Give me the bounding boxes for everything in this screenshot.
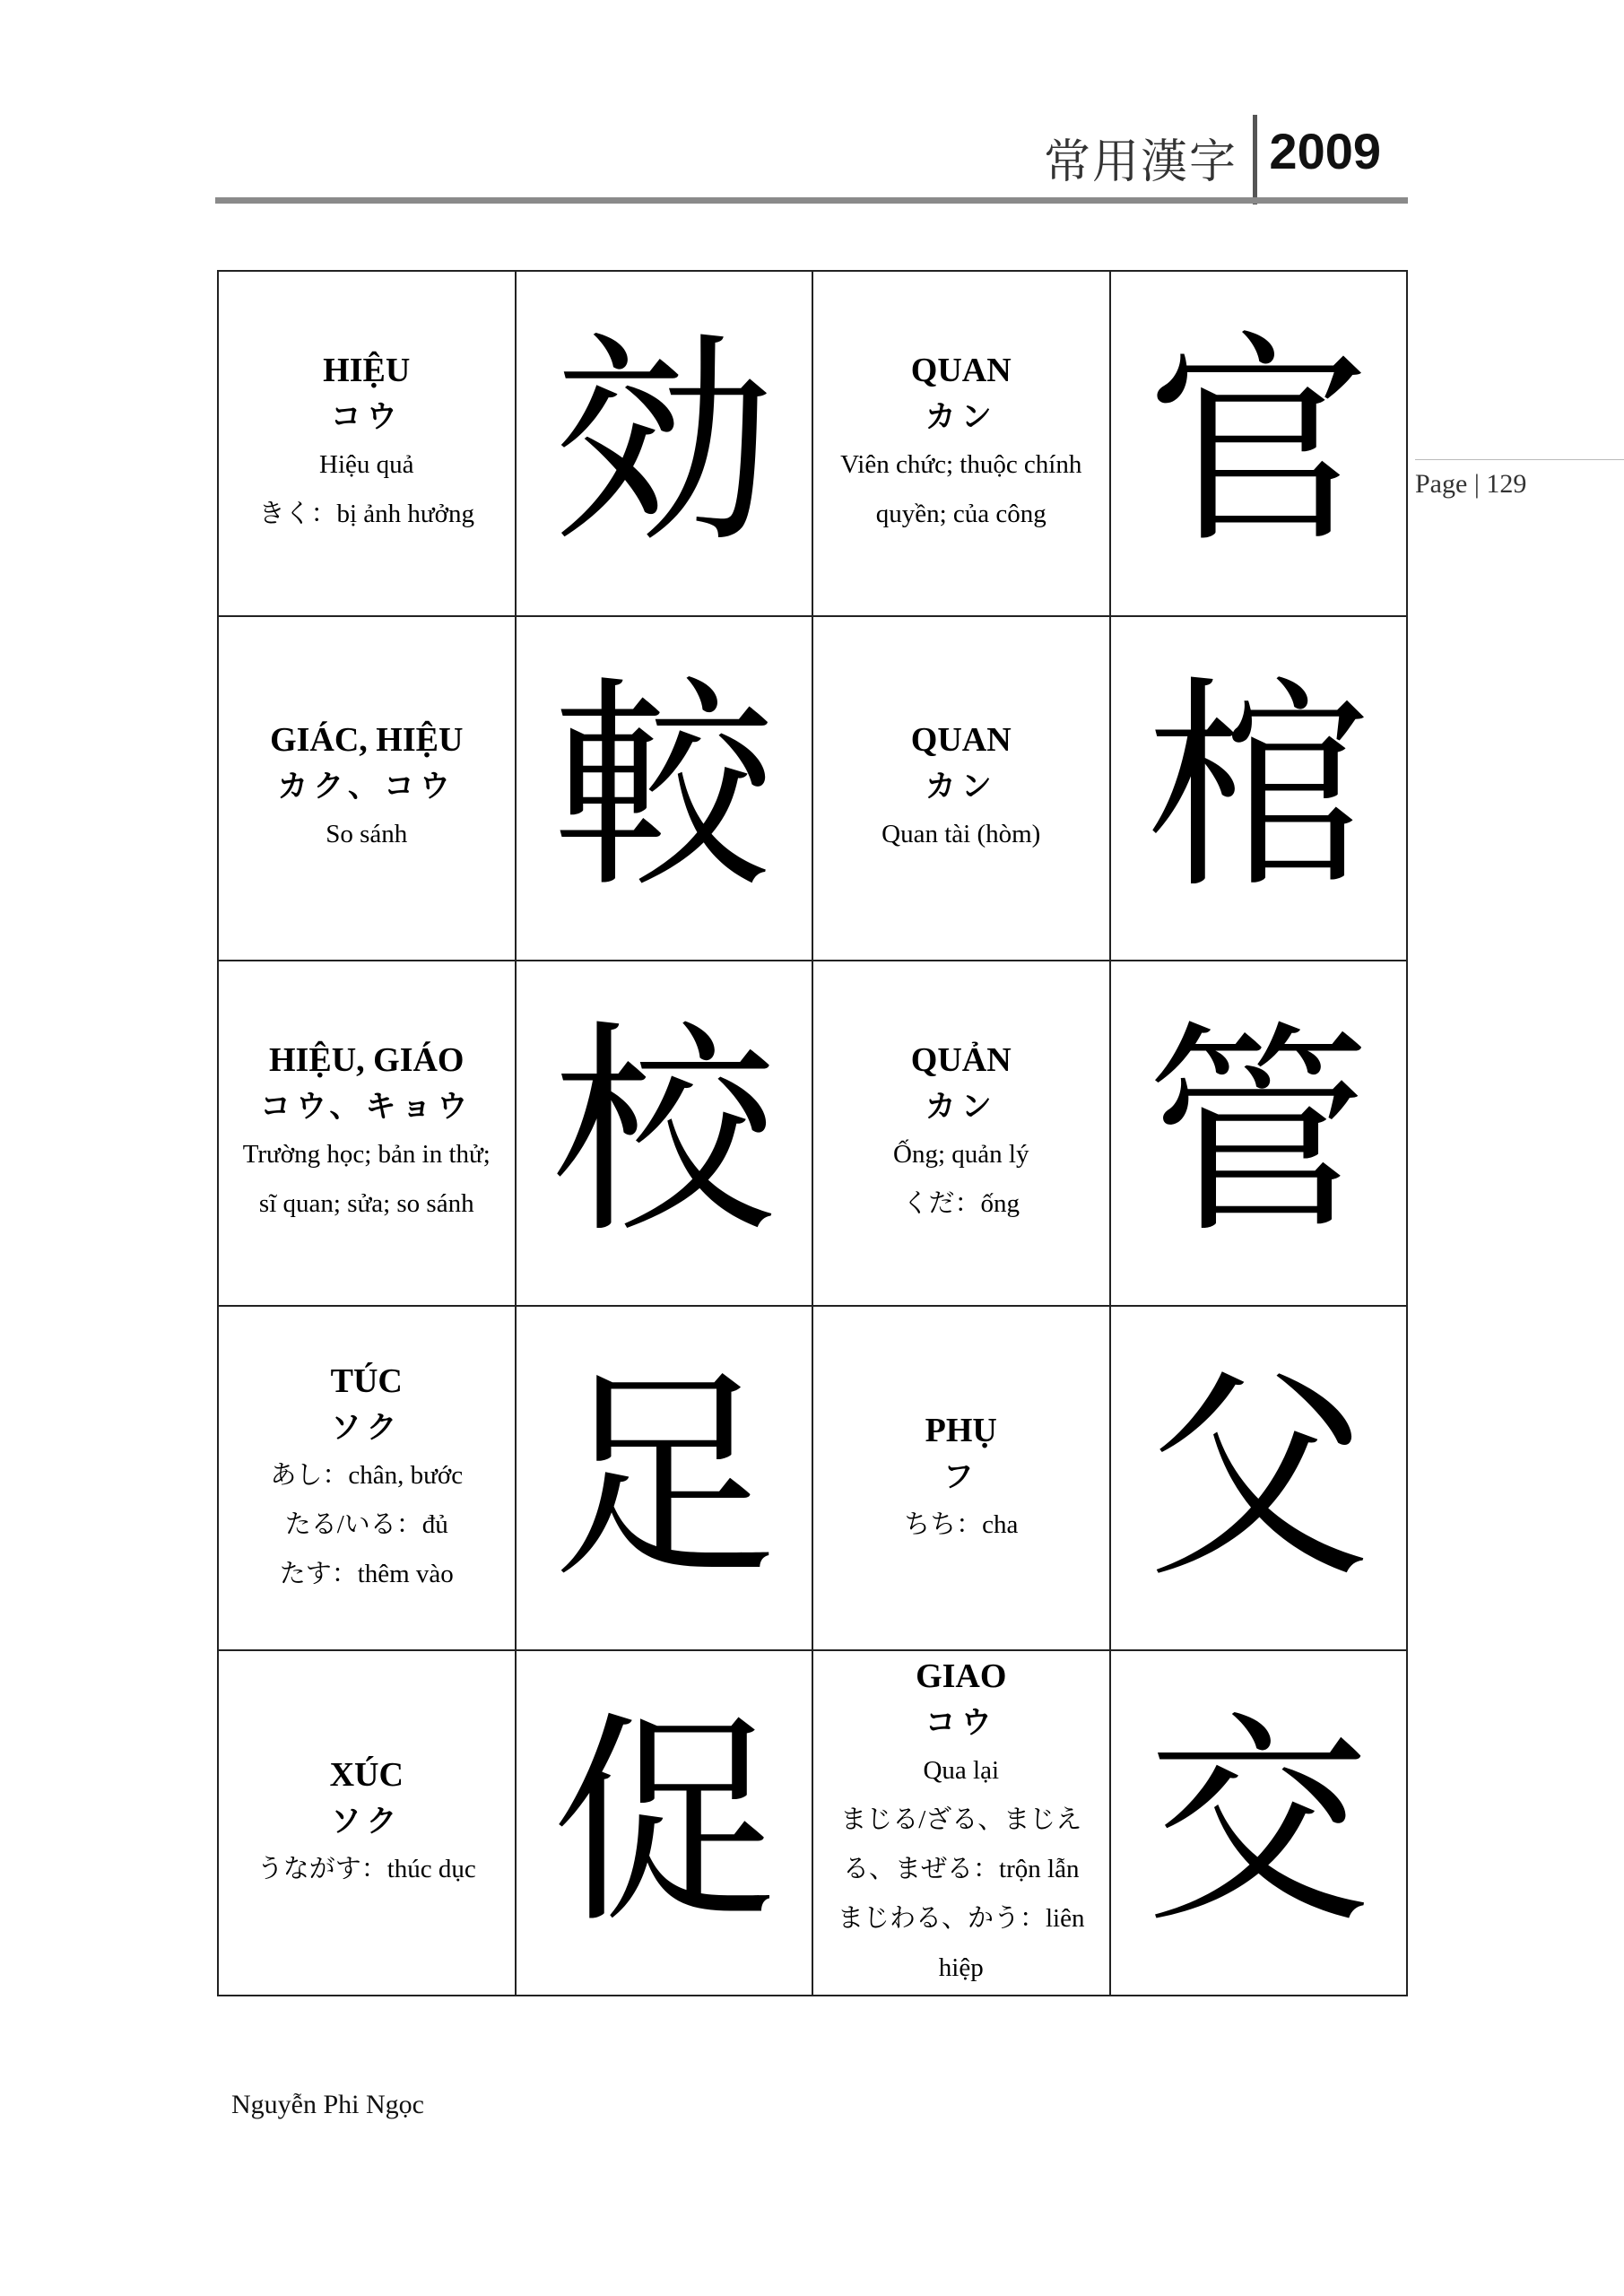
meaning-line: Quan tài (hòm) bbox=[881, 820, 1041, 849]
sino-vietnamese-reading: TÚC bbox=[330, 1361, 403, 1400]
kanji-character: 父 bbox=[1146, 1347, 1371, 1609]
kanji-cell bbox=[1111, 617, 1409, 962]
on-reading: カク、コウ bbox=[277, 769, 456, 805]
sino-vietnamese-reading: QUAN bbox=[910, 352, 1012, 390]
meaning-line: きく：bị ảnh hưởng bbox=[258, 500, 474, 529]
on-reading: ソク bbox=[330, 1409, 403, 1446]
meaning-line: たす：thêm vào bbox=[279, 1559, 454, 1588]
kanji-info-cell bbox=[219, 272, 517, 617]
meaning-line: たる/いる：đủ bbox=[284, 1509, 448, 1539]
kanji-cell bbox=[517, 617, 814, 962]
kanji-character: 交 bbox=[1146, 1692, 1371, 1953]
kanji-info-cell bbox=[219, 961, 517, 1307]
meaning-line: あし：chân, bước bbox=[270, 1460, 464, 1490]
on-reading: コウ bbox=[330, 399, 403, 436]
on-reading: カン bbox=[925, 399, 997, 436]
on-reading: ソク bbox=[330, 1804, 403, 1840]
kanji-cell bbox=[1111, 1307, 1409, 1652]
meaning-line: Viên chức; thuộc chính quyền; của công bbox=[840, 450, 1082, 529]
kanji-cell bbox=[1111, 961, 1409, 1307]
meaning-line: Ống; quản lý bbox=[893, 1140, 1029, 1170]
kanji-cell bbox=[517, 961, 814, 1307]
meaning-line: Hiệu quả bbox=[319, 450, 414, 480]
kanji-cell bbox=[517, 272, 814, 617]
sino-vietnamese-reading: HIỆU, GIÁO bbox=[269, 1041, 465, 1080]
kanji-info-cell bbox=[219, 1307, 517, 1652]
meaning-line: まじる/ざる、まじえる、まぜる：trộn lẫn bbox=[840, 1805, 1082, 1884]
page-header bbox=[215, 108, 1408, 204]
kanji-character: 足 bbox=[551, 1347, 777, 1609]
meaning-line: Qua lại bbox=[923, 1756, 1000, 1786]
kanji-cell bbox=[517, 1651, 814, 1996]
header-title: 常用漢字 bbox=[1043, 135, 1238, 189]
kanji-character: 促 bbox=[551, 1692, 777, 1953]
kanji-character: 管 bbox=[1146, 1002, 1371, 1264]
sino-vietnamese-reading: GIÁC, HIỆU bbox=[270, 721, 464, 760]
kanji-info-cell bbox=[813, 617, 1111, 962]
sino-vietnamese-reading: HIỆU bbox=[323, 352, 411, 390]
kanji-info-cell bbox=[813, 272, 1111, 617]
on-reading: フ bbox=[942, 1458, 979, 1495]
on-reading: カン bbox=[925, 769, 997, 805]
meaning-line: まじわる、かう：liên hiệp bbox=[838, 1904, 1085, 1983]
kanji-info-cell bbox=[813, 1651, 1111, 1996]
meaning-line: Trường học; bản in thử; sĩ quan; sửa; so sánh bbox=[242, 1140, 491, 1219]
kanji-card-table bbox=[217, 270, 1408, 1996]
kanji-cell bbox=[1111, 1651, 1409, 1996]
kanji-info-cell bbox=[813, 961, 1111, 1307]
sino-vietnamese-reading: PHỤ bbox=[925, 1411, 997, 1449]
meaning-line: ちち：cha bbox=[904, 1509, 1019, 1539]
kanji-info-cell bbox=[813, 1307, 1111, 1652]
sino-vietnamese-reading: QUẢN bbox=[910, 1041, 1012, 1080]
sino-vietnamese-reading: GIAO bbox=[916, 1657, 1007, 1696]
header-divider bbox=[1253, 115, 1257, 204]
footer-author: Nguyễn Phi Ngọc bbox=[231, 2090, 424, 2119]
kanji-character: 棺 bbox=[1146, 657, 1371, 918]
kanji-character: 校 bbox=[551, 1002, 777, 1264]
header-year: 2009 bbox=[1269, 123, 1381, 179]
kanji-cell bbox=[1111, 272, 1409, 617]
page-number-label: Page | 129 bbox=[1415, 459, 1624, 500]
on-reading: カン bbox=[925, 1089, 997, 1126]
sino-vietnamese-reading: XÚC bbox=[329, 1756, 404, 1795]
sino-vietnamese-reading: QUAN bbox=[910, 721, 1012, 760]
meaning-line: うながす：thúc dục bbox=[256, 1855, 476, 1884]
meaning-line: So sánh bbox=[326, 820, 408, 849]
kanji-character: 官 bbox=[1146, 312, 1371, 574]
kanji-info-cell bbox=[219, 1651, 517, 1996]
on-reading: コウ bbox=[925, 1705, 997, 1742]
on-reading: コウ、キョウ bbox=[260, 1089, 473, 1126]
kanji-cell bbox=[517, 1307, 814, 1652]
header-rule bbox=[215, 197, 1408, 204]
meaning-line: くだ：ống bbox=[902, 1189, 1020, 1219]
kanji-info-cell bbox=[219, 617, 517, 962]
kanji-character: 効 bbox=[551, 312, 777, 574]
kanji-character: 較 bbox=[551, 657, 777, 918]
